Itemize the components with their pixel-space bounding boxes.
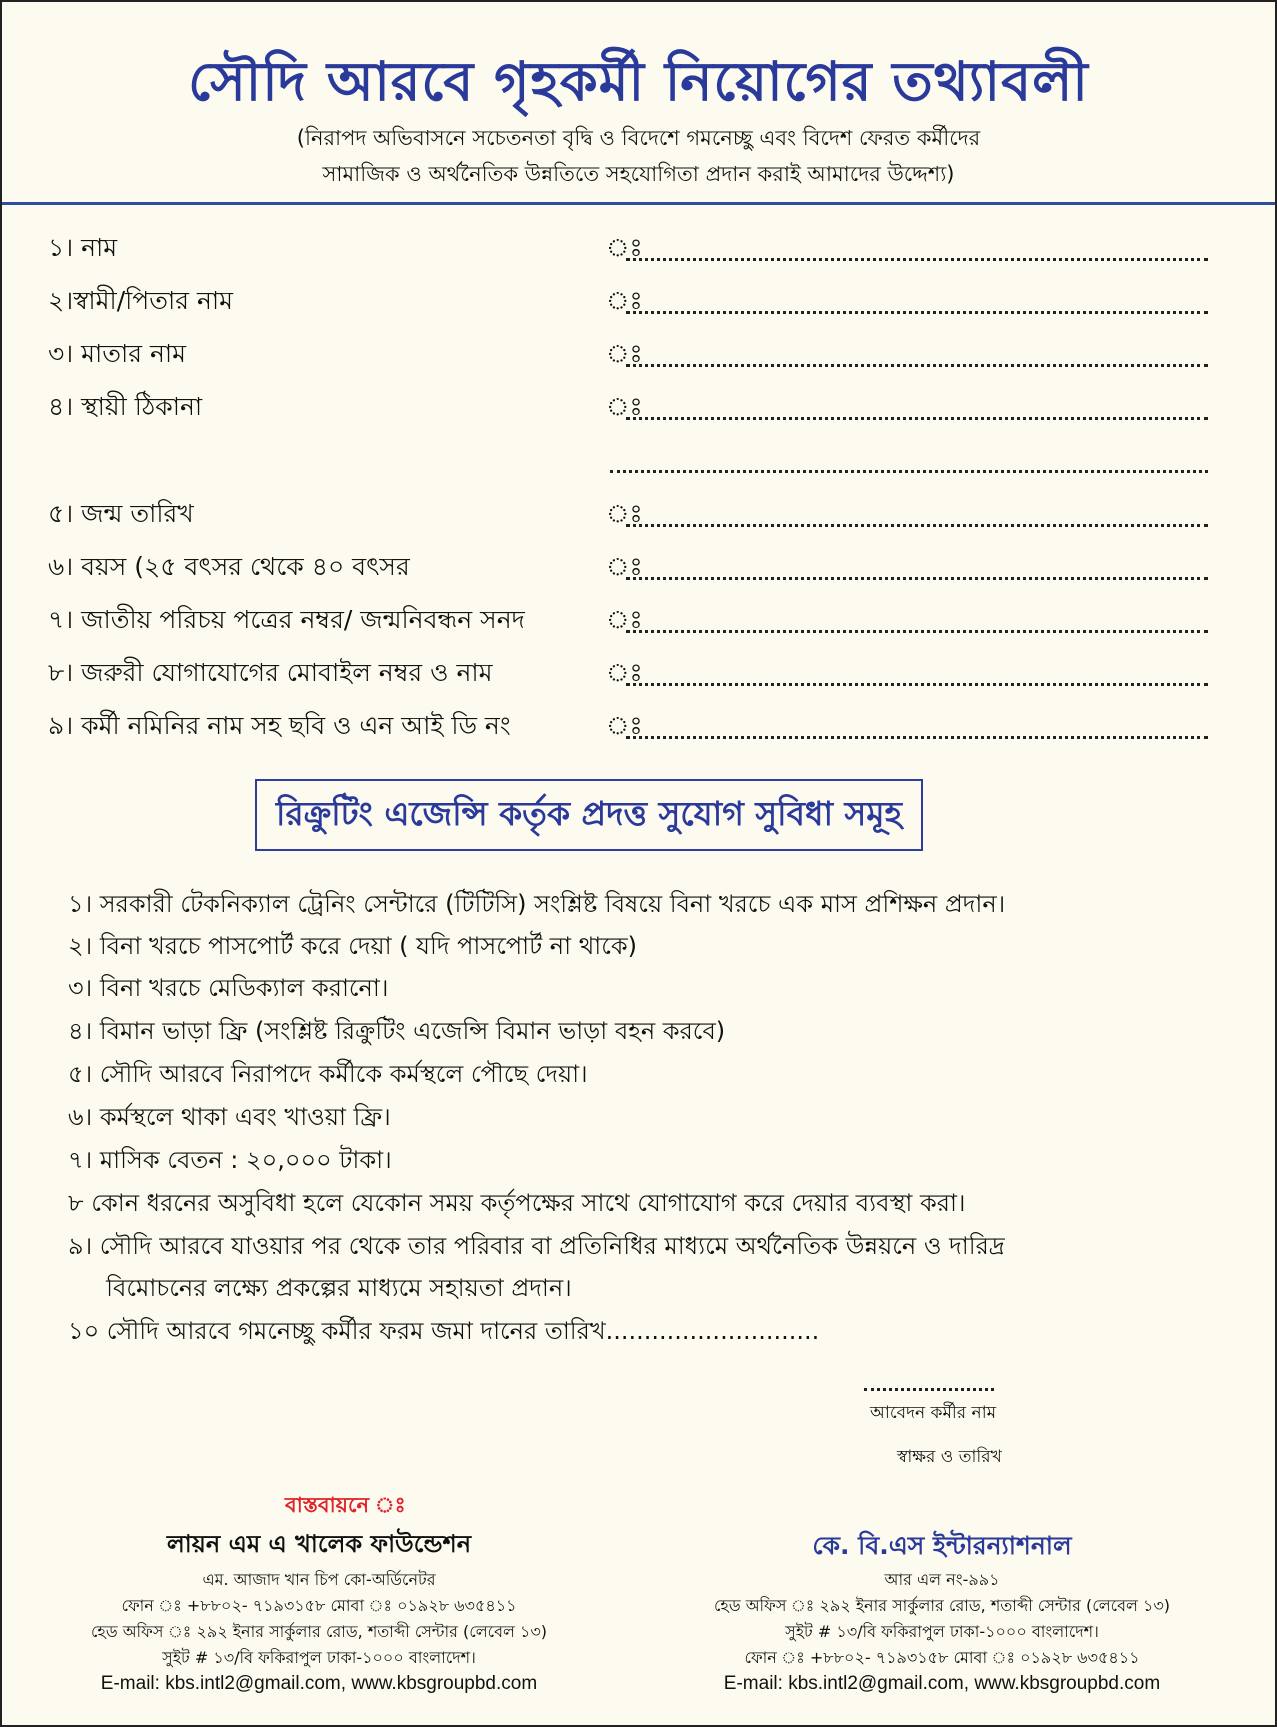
benefit-item: ২। বিনা খরচে পাসপোর্ট করে দেয়া ( যদি পাসপোর্ট না থাকে): [68, 932, 638, 960]
header-divider: [2, 202, 1275, 205]
field-blank-line[interactable]: [626, 311, 1208, 314]
field-label: ৩। মাতার নাম: [48, 339, 187, 368]
agency-name: কে. বি.এস ইন্টারন্যাশনাল: [812, 1531, 1072, 1560]
agency-phone: ফোন ঃ +৮৮০২- ৭১৯৩১৫৮ মোবা ঃ ০১৯২৮ ৬৩৫৪১১: [744, 1648, 1140, 1667]
foundation-phone: ফোন ঃ +৮৮০২- ৭১৯৩১৫৮ মোবা ঃ ০১৯২৮ ৬৩৫৪১১: [121, 1596, 517, 1615]
agency-address: হেড অফিস ঃ ২৯২ ইনার সার্কুলার রোড, শতাব্দী সেন্টার (লেবেল ১৩): [713, 1596, 1171, 1615]
subtitle-line-2: সামাজিক ও অর্থনৈতিক উন্নতিতে সহযোগিতা প্রদান করাই আমাদের উদ্দেশ্য): [322, 162, 955, 186]
field-label: ১। নাম: [48, 233, 118, 262]
field-label: ২।স্বামী/পিতার নাম: [48, 286, 233, 315]
agency-email[interactable]: E-mail: kbs.intl2@gmail.com, www.kbsgroupbd.com: [723, 1673, 1161, 1694]
field-blank-line[interactable]: [626, 736, 1208, 739]
field-blank-line[interactable]: [626, 364, 1208, 367]
field-birth-date: [48, 494, 1238, 534]
field-colon: ঃ: [606, 286, 643, 315]
field-blank-line[interactable]: [626, 524, 1208, 527]
field-national-id: [48, 600, 1238, 640]
field-colon: ঃ: [606, 499, 643, 528]
field-permanent-address-continued: [48, 440, 1238, 480]
field-husband-father-name: [48, 281, 1238, 321]
applicant-name-label: আবেদন কর্মীর নাম: [870, 1403, 997, 1423]
subtitle-line-1: (নিরাপদ অভিবাসনে সচেতনতা বৃদ্বি ও বিদেশে গমনেচ্ছু এবং বিদেশ ফেরত কর্মীদের: [296, 126, 981, 150]
field-label: ৮। জরুরী যোগাযোগের মোবাইল নম্বর ও নাম: [48, 658, 493, 687]
benefit-item: ৪। বিমান ভাড়া ফ্রি (সংশ্লিষ্ট রিক্রুটিং এজেন্সি বিমান ভাড়া বহন করবে): [68, 1017, 726, 1045]
field-colon: ঃ: [606, 233, 643, 262]
field-blank-line[interactable]: [626, 683, 1208, 686]
field-label: ৬। বয়স (২৫ বৎসর থেকে ৪০ বৎসর: [48, 552, 410, 581]
benefit-item: ৫। সৌদি আরবে নিরাপদে কর্মীকে কর্মস্থলে পৌছে দেয়া।: [68, 1060, 588, 1088]
field-colon: ঃ: [606, 339, 643, 368]
field-name: [48, 228, 1238, 268]
field-blank-line[interactable]: [610, 470, 1208, 473]
benefit-item-continued: বিমোচনের লক্ষ্যে প্রকল্পের মাধ্যমে সহায়তা প্রদান।: [68, 1274, 572, 1302]
benefit-item: ৭। মাসিক বেতন : ২০,০০০ টাকা।: [68, 1146, 392, 1174]
field-colon: ঃ: [606, 605, 643, 634]
field-blank-line[interactable]: [626, 577, 1208, 580]
benefits-section-title: রিক্রুটিং এজেন্সি কর্তৃক প্রদত্ত সুযোগ সুবিধা সমূহ: [255, 779, 923, 851]
foundation-address: হেড অফিস ঃ ২৯২ ইনার সার্কুলার রোড, শতাব্দী সেন্টার (লেবেল ১৩): [90, 1622, 548, 1641]
foundation-email[interactable]: E-mail: kbs.intl2@gmail.com, www.kbsgroupbd.com: [100, 1673, 538, 1694]
field-blank-line[interactable]: [626, 417, 1208, 420]
field-label: ৭। জাতীয় পরিচয় পত্রের নম্বর/ জন্মনিবন্ধন সনদ: [48, 605, 525, 634]
field-nominee: [48, 706, 1238, 746]
foundation-suite: সুইট # ১৩/বি ফকিরাপুল ঢাকা-১০০০ বাংলাদেশ।: [162, 1648, 476, 1667]
field-permanent-address: [48, 387, 1238, 427]
field-colon: ঃ: [606, 658, 643, 687]
field-age: [48, 547, 1238, 587]
form-header: [2, 2, 1275, 207]
field-emergency-contact: [48, 653, 1238, 693]
applicant-name-blank[interactable]: [864, 1388, 994, 1391]
field-blank-line[interactable]: [626, 630, 1208, 633]
field-colon: ঃ: [606, 711, 643, 740]
field-colon: ঃ: [606, 552, 643, 581]
field-label: ৫। জন্ম তারিখ: [48, 499, 194, 528]
field-colon: ঃ: [606, 392, 643, 421]
benefit-item: ৩। বিনা খরচে মেডিক্যাল করানো।: [68, 974, 389, 1002]
benefit-item: ১। সরকারী টেকনিক্যাল ট্রেনিং সেন্টারে (টিটিসি) সংশ্লিষ্ট বিষয়ে বিনা খরচে এক মাস প্রশিক্ষন প্রদান।: [68, 890, 1006, 918]
implementation-label: বাস্তবায়নে ঃ: [285, 1493, 406, 1517]
form-subtitle: [62, 120, 1215, 192]
field-label: ৪। স্থায়ী ঠিকানা: [48, 392, 203, 421]
foundation-coordinator: এম. আজাদ খান চিপ কো-অর্ডিনেটর: [202, 1570, 436, 1589]
foundation-name: লায়ন এম এ খালেক ফাউন্ডেশন: [166, 1530, 472, 1558]
field-mother-name: [48, 334, 1238, 374]
field-blank-line[interactable]: [626, 258, 1208, 261]
signature-date-label: স্বাক্ষর ও তারিখ: [897, 1447, 1002, 1467]
form-title: সৌদি আরবে গৃহকর্মী নিয়োগের তথ্যাবলী: [188, 50, 1089, 113]
benefit-item: ৮ কোন ধরনের অসুবিধা হলে যেকোন সময় কর্তৃপক্ষের সাথে যোগাযোগ করে দেয়ার ব্যবস্থা করা।: [68, 1189, 966, 1217]
agency-license: আর এল নং-৯৯১: [884, 1570, 1000, 1589]
benefit-item: ৯। সৌদি আরবে যাওয়ার পর থেকে তার পরিবার বা প্রতিনিধির মাধ্যমে অর্থনৈতিক উন্নয়নে ও দারিদ্র: [68, 1232, 1005, 1260]
field-label: ৯। কর্মী নমিনির নাম সহ ছবি ও এন আই ডি নং: [48, 711, 511, 740]
agency-suite: সুইট # ১৩/বি ফকিরাপুল ঢাকা-১০০০ বাংলাদেশ।: [785, 1622, 1099, 1641]
benefit-item-submission-date[interactable]: ১০ সৌদি আরবে গমনেচ্ছু কর্মীর ফরম জমা দানের তারিখ............................: [68, 1317, 820, 1345]
benefit-item: ৬। কর্মস্থলে থাকা এবং খাওয়া ফ্রি।: [68, 1103, 391, 1131]
